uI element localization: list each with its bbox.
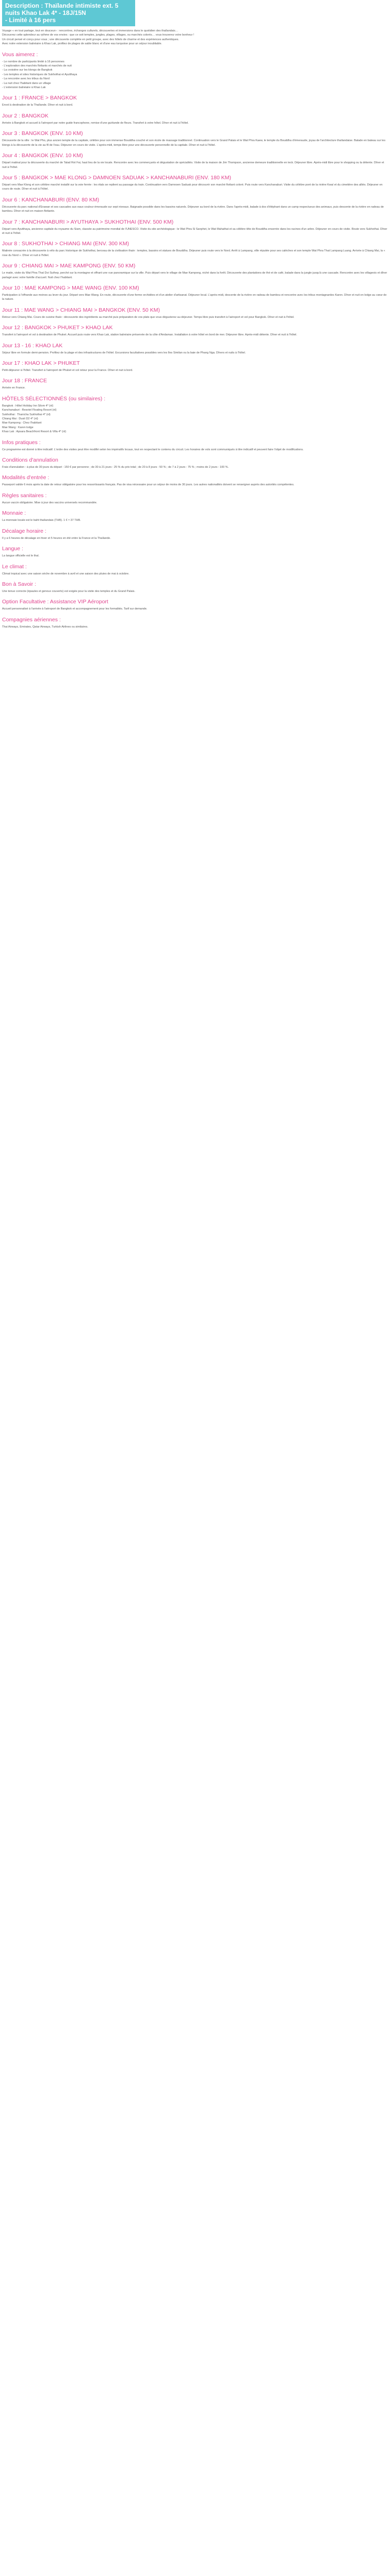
section-paragraph: La monnaie locale est le baht thaïlandais (THB). 1 € ≈ 37 THB. bbox=[2, 519, 81, 522]
section-paragraph: Passeport valide 6 mois après la date de retour obligatoire pour les ressortissants français. Pas de visa nécessaire pour un séjour de moins de 30 jours. Les autres nationalités doivent se renseigner auprès des autorités compétentes. bbox=[2, 483, 295, 487]
list-item: - L'extension balnéaire à Khao Lak bbox=[2, 86, 46, 90]
section-paragraph: Ce programme est donné à titre indicatif. L'ordre des visites peut être modifié selon les impératifs locaux, tout en respectant le contenu du circuit. Les horaires de vols sont communiqués à titre indicatif et peuvent faire l'objet de modifications. bbox=[2, 448, 304, 451]
section-paragraph: Découverte de la ville : le Wat Pho, plus ancien temple de la capitale, célèbre pour son immense Bouddha couché et son école de massage traditionnel. Continuation vers le Grand Palais et le Wat Phra Kaew, le temple du Bouddha d'émeraude, joyau de l'architecture thaïlandaise. Balade en bateau sur les klongs à la découverte de la vie au fil de l'eau. Déjeuner en cours de visite. L'après-midi, temps libre pour une découverte personnelle de la capitale. Dîner et nuit à l'hôtel. bbox=[2, 139, 386, 147]
section-title: Jour 18 : FRANCE bbox=[2, 378, 47, 384]
section-title: Jour 2 : BANGKOK bbox=[2, 112, 48, 119]
list-item: - Le nombre de participants limité à 16 personnes bbox=[2, 60, 64, 63]
section-title: Jour 17 : KHAO LAK > PHUKET bbox=[2, 360, 80, 366]
intro-paragraph: Un circuit pensé et conçu pour vous ; une découverte complète en petit groupe, avec des hôtels de charme et des expériences authentiques. bbox=[2, 38, 180, 41]
section-paragraph: Séjour libre en formule demi-pension. Profitez de la plage et des infrastructures de l'hôtel. Excursions facultatives possibles vers les îles Similan ou la baie de Phang Nga. Dîners et nuits à l'hôtel. bbox=[2, 351, 246, 354]
section bbox=[2, 175, 389, 192]
section-paragraph: Petit-déjeuner à l'hôtel. Transfert à l'aéroport de Phuket et vol retour pour la France. Dîner et nuit à bord. bbox=[2, 369, 133, 372]
section-title: Jour 4 : BANGKOK (ENV. 10 KM) bbox=[2, 152, 83, 159]
section-title: Monnaie : bbox=[2, 510, 26, 517]
section-list bbox=[2, 60, 389, 90]
section bbox=[2, 241, 389, 258]
section-paragraph: Aucun vaccin obligatoire. Mise à jour des vaccins universels recommandée. bbox=[2, 501, 97, 504]
section-title: Langue : bbox=[2, 546, 23, 552]
intro-paragraph: Découvrez cette splendeur au rythme de vos envies : que ce soit temples, jungles, plages, villages, ou marchés colorés… vous trouverez votre bonheur ! bbox=[2, 33, 194, 37]
section-title: Jour 11 : MAE WANG > CHIANG MAI > BANGKOK (ENV. 50 KM) bbox=[2, 307, 160, 313]
section-title: Jour 5 : BANGKOK > MAE KLONG > DAMNOEN SADUAK > KANCHANABURI (ENV. 180 KM) bbox=[2, 174, 231, 181]
section-title: Infos pratiques : bbox=[2, 439, 41, 446]
list-item: Mae Wang : Karen lodge bbox=[2, 426, 34, 429]
section bbox=[2, 617, 389, 629]
section bbox=[2, 581, 389, 594]
section bbox=[2, 307, 389, 319]
list-item: - L'exploration des marchés flottants et marchés de nuit bbox=[2, 64, 72, 68]
section bbox=[2, 564, 389, 576]
section-title: Jour 8 : SUKHOTHAI > CHIANG MAI (ENV. 300 KM) bbox=[2, 241, 129, 247]
section-title: Modalités d'entrée : bbox=[2, 474, 50, 481]
section-paragraph: Frais d'annulation : à plus de 30 jours du départ : 150 € par personne ; de 30 à 21 jours : 25 % du prix total ; de 20 à 8 jours : 50 % ; de 7 à 2 jours : 75 % ; moins de 2 jours : 100 %. bbox=[2, 466, 229, 469]
list-item: Kanchanaburi : Resotel Floating Resort (nl) bbox=[2, 409, 57, 412]
banner-title: Description : Thaïlande intimiste ext. 5 nuits Khao Lak 4* - 18J/15N bbox=[5, 2, 119, 16]
section bbox=[2, 528, 389, 540]
section bbox=[2, 130, 389, 147]
section bbox=[2, 493, 389, 505]
list-item: Chiang Mai : Dusit D2 4* (nl) bbox=[2, 417, 38, 421]
section-paragraph: Transfert à l'aéroport et vol à destination de Phuket. Accueil puis route vers Khao Lak, station balnéaire préservée de la côte d'Andaman. Installation à votre hôtel en bord de mer. Déjeuner libre. Après-midi détente. Dîner et nuit à l'hôtel. bbox=[2, 333, 297, 337]
section-paragraph: Arrivée en France. bbox=[2, 386, 26, 390]
section bbox=[2, 219, 389, 236]
section bbox=[2, 343, 389, 355]
section-title: Jour 10 : MAE KAMPONG > MAE WANG (ENV. 100 KM) bbox=[2, 284, 139, 291]
sections bbox=[2, 52, 389, 630]
section-paragraph: Matinée consacrée à la découverte à vélo du parc historique de Sukhothai, berceau de la civilisation thaïe : temples, bassins et statues de Bouddha. Déjeuner puis route vers le Nord. Arrêt à Lampang, ville réputée pour ses calèches et son temple Wat Phra That Lampang Luang. Arrivée à Chiang Mai, la « rose du Nord ». Dîner et nuit à l'hôtel. bbox=[2, 249, 385, 257]
section-title: Conditions d'annulation bbox=[2, 457, 58, 464]
intro-paragraph: Voyage « en tout partage, tout en douceur» : rencontres, échanges culturels, découvertes et immersions dans le quotidien des thaïlandais… bbox=[2, 29, 178, 32]
section bbox=[2, 360, 389, 372]
section-paragraph: Envol à destination de la Thaïlande. Dîner et nuit à bord. bbox=[2, 104, 73, 107]
section-title: Vous aimerez : bbox=[2, 51, 38, 58]
page bbox=[0, 0, 391, 630]
section bbox=[2, 113, 389, 125]
section bbox=[2, 396, 389, 434]
list-item: Bangkok : Hôtel Holiday Inn Silom 4* (nl) bbox=[2, 404, 54, 408]
section-title: HÔTELS SÉLECTIONNÉS (ou similaires) : bbox=[2, 395, 106, 402]
section-title: Jour 12 : BANGKOK > PHUKET > KHAO LAK bbox=[2, 325, 113, 331]
section-title: Jour 13 - 16 : KHAO LAK bbox=[2, 342, 63, 349]
list-item: Mae Kampong : Chez l'habitant bbox=[2, 421, 42, 425]
section bbox=[2, 474, 389, 487]
section-paragraph: Il y a 6 heures de décalage en hiver et 5 heures en été entre la France et la Thaïlande. bbox=[2, 536, 111, 540]
list-item: - Les temples et sites historiques de Sukhothai et Ayutthaya bbox=[2, 73, 77, 76]
section-title: Jour 9 : CHIANG MAI > MAE KAMPONG (ENV. 50 KM) bbox=[2, 263, 136, 269]
section-paragraph: Thai Airways, Emirates, Qatar Airways, Turkish Airlines ou similaires. bbox=[2, 625, 88, 629]
section-title: Jour 6 : KANCHANABURI (ENV. 80 KM) bbox=[2, 196, 100, 203]
list-item: - La croisière sur les klongs de Bangkok bbox=[2, 69, 53, 72]
section bbox=[2, 599, 389, 611]
section-paragraph: Une tenue correcte (épaules et genoux couverts) est exigée pour la visite des temples et du Grand Palais. bbox=[2, 589, 136, 593]
section-paragraph: Départ vers Ayutthaya, ancienne capitale du royaume du Siam, classée au patrimoine mondial de l'UNESCO. Visite du site archéologique : le Wat Phra Si Sanphet, le Wat Mahathat et sa célèbre tête de Bouddha enserrée dans les racines d'un arbre. Déjeuner en cours de visite. Route vers Sukhothai. Dîner et nuit à l'hôtel. bbox=[2, 227, 387, 235]
section-title: Option Facultative : Assistance VIP Aéroport bbox=[2, 599, 108, 605]
section bbox=[2, 510, 389, 522]
section-paragraph: Climat tropical avec une saison sèche de novembre à avril et une saison des pluies de mai à octobre. bbox=[2, 572, 129, 575]
section bbox=[2, 546, 389, 558]
section-title: Jour 7 : KANCHANABURI > AYUTHAYA > SUKHOTHAI (ENV. 500 KM) bbox=[2, 218, 174, 225]
section bbox=[2, 197, 389, 214]
banner-subtitle: - Limité à 16 pers bbox=[5, 16, 56, 24]
section bbox=[2, 457, 389, 469]
section-title: Jour 1 : FRANCE > BANGKOK bbox=[2, 95, 77, 101]
list-item: - La nuit chez l'habitant dans un village bbox=[2, 81, 51, 85]
section bbox=[2, 378, 389, 390]
section bbox=[2, 152, 389, 170]
section-title: Le climat : bbox=[2, 563, 27, 570]
description-banner bbox=[2, 0, 135, 26]
section-title: Bon à Savoir : bbox=[2, 581, 36, 587]
section-title: Compagnies aériennes : bbox=[2, 616, 61, 623]
section-paragraph: La langue officielle est le thaï. bbox=[2, 554, 40, 558]
section-paragraph: Départ matinal pour la découverte du marché de Talad Rot Fai, haut lieu de la vie locale. Rencontre avec les commerçants et dégustation de spécialités. Visite de la maison de Jim Thompson, ancienne demeure traditionnelle en teck. Déjeuner libre. Après-midi libre pour le shopping ou la détente. Dîner et nuit à l'hôtel. bbox=[2, 161, 384, 169]
section-paragraph: Accueil personnalisé à l'arrivée à l'aéroport de Bangkok et accompagnement pour les formalités. Tarif sur demande. bbox=[2, 607, 148, 611]
section bbox=[2, 325, 389, 337]
section-list bbox=[2, 404, 389, 434]
list-item: Sukhothai : Thanicha Sukhothai 4* (nl) bbox=[2, 413, 51, 416]
section-paragraph: Départ vers Mae Klong et son célèbre marché installé sur la voie ferrée : les étals se replient au passage du train. Continuation vers Damnoen Saduak pour découvrir son marché flottant coloré. Puis route vers Kanchanaburi. Visite du célèbre pont de la rivière Kwaï et du cimetière des alliés. Déjeuner en cours de route. Dîner et nuit à l'hôtel. bbox=[2, 183, 383, 191]
section-paragraph: Retour vers Chiang Mai. Cours de cuisine thaïe : découverte des ingrédients au marché puis préparation de vos plats que vous dégusterez au déjeuner. Temps libre puis transfert à l'aéroport et vol pour Bangkok. Dîner et nuit à l'hôtel. bbox=[2, 315, 295, 319]
intro-paragraph: Avec notre extension balnéaire à Khao Lak, profitez de plages de sable blanc et d'une eau turquoise pour un séjour inoubliable. bbox=[2, 42, 162, 46]
section bbox=[2, 285, 389, 302]
section-paragraph: Découverte du parc national d'Erawan et ses cascades aux eaux couleur émeraude sur sept niveaux. Baignade possible dans les bassins naturels. Déjeuner au bord de la rivière. Dans l'après-midi, balade à dos d'éléphant dans un camp respectueux des animaux, puis descente de la rivière en radeau de bambou. Dîner et nuit en maison flottante. bbox=[2, 205, 384, 213]
section bbox=[2, 52, 389, 90]
section-title: Règles sanitaires : bbox=[2, 492, 47, 499]
section-title: Jour 3 : BANGKOK (ENV. 10 KM) bbox=[2, 130, 83, 137]
section-title: Décalage horaire : bbox=[2, 528, 46, 534]
section-paragraph: Arrivée à Bangkok et accueil à l'aéroport par notre guide francophone, remise d'une guirlande de fleurs. Transfert à votre hôtel. Dîner et nuit à l'hôtel. bbox=[2, 121, 189, 125]
intro bbox=[2, 29, 389, 46]
list-item: Khao Lak : Apsara Beachfront Resort & Villa 4* (nl) bbox=[2, 430, 67, 434]
section bbox=[2, 95, 389, 107]
section-paragraph: Le matin, visite du Wat Phra That Doi Suthep, perché sur la montagne et offrant une vue panoramique sur la ville. Puis départ vers le village de Mae Kampong, niché dans la forêt. Découverte des plantations de thé et de café, balade dans la jungle jusqu'à une cascade. Rencontre avec les villageois et dîner partagé avec votre famille d'accueil. Nuit chez l'habitant. bbox=[2, 272, 387, 279]
section bbox=[2, 439, 389, 452]
section-paragraph: Participation à l'offrande aux moines au lever du jour. Départ vers Mae Wang. En route, découverte d'une ferme orchidées et d'un atelier d'artisanat. Déjeuner local. L'après-midi, descente de la rivière en radeau de bambou et rencontre avec les tribus montagnardes Karen. Dîner et nuit en lodge au cœur de la nature. bbox=[2, 293, 387, 301]
list-item: - La rencontre avec les tribus du Nord bbox=[2, 77, 50, 81]
section bbox=[2, 263, 389, 280]
